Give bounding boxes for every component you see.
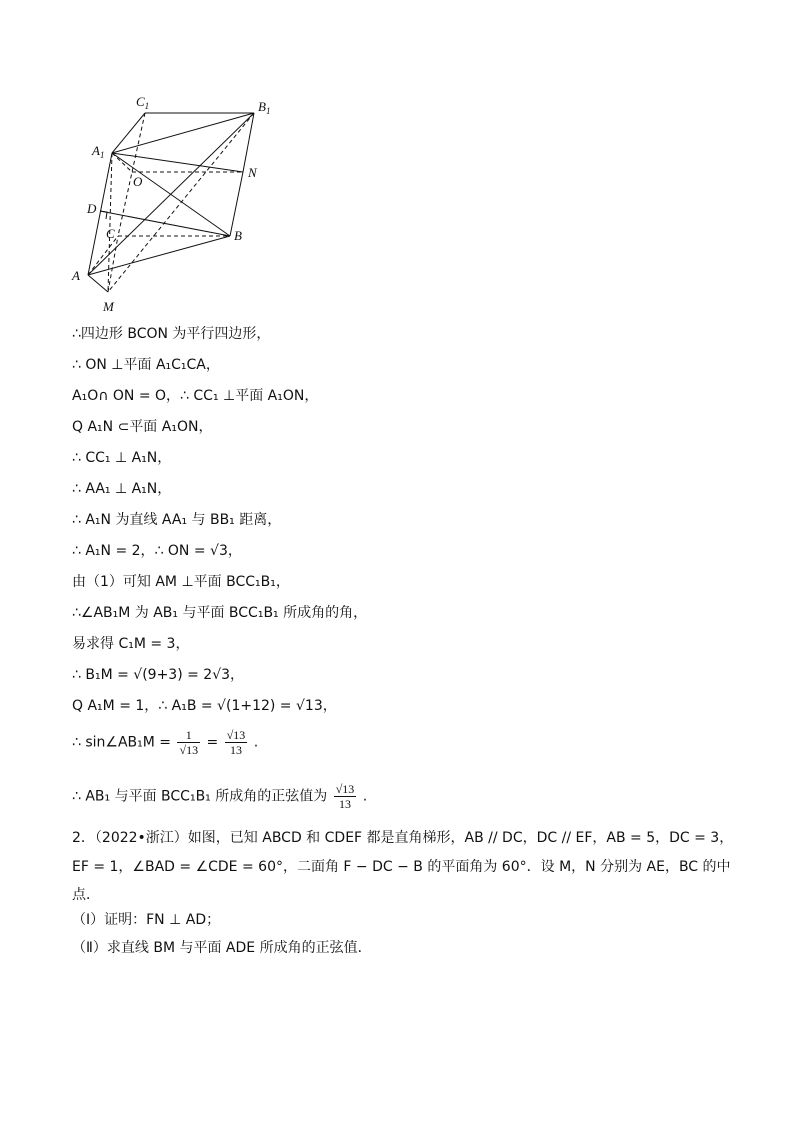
conclusion-numerator: √13 [335,782,355,796]
solution-line-6: ∴ AA₁ ⊥ A₁N， [72,481,172,497]
fraction-1-denominator: √13 [179,743,199,757]
label-C1: $C_1$ [136,94,150,111]
solution-line-1: ∴四边形 BCON 为平行四边形， [72,326,271,342]
edge-N-B [230,172,243,236]
problem-2-part-1: （Ⅰ）证明：FN ⊥ AD； [72,912,221,928]
solution-line-7: ∴ A₁N 为直线 AA₁ 与 BB₁ 距离， [72,512,282,528]
fraction-1-numerator: 1 [177,728,200,743]
edge-A-M [88,275,108,292]
problem-2-line-3: 点． [72,887,100,903]
dash-A-C [88,236,118,275]
fraction-2 [225,728,248,757]
conclusion-denominator: 13 [339,797,351,811]
solution-line-13: Q A₁M = 1，∴ A₁B = √(1+12) = √13， [72,698,337,714]
label-C: C [106,226,115,241]
label-D: D [87,201,97,216]
fraction-2-numerator: √13 [226,728,246,742]
solution-line-2: ∴ ON ⊥平面 A₁C₁CA， [72,357,220,373]
solution-line-8: ∴ A₁N = 2，∴ ON = √3， [72,543,242,559]
solution-line-11: 易求得 C₁M = 3， [72,636,190,652]
solution-line-12: ∴ B₁M = √(9+3) = 2√3， [72,667,245,683]
label-O: O [133,174,143,189]
label-A1: $A_1$ [92,143,105,160]
label-A: A [72,268,80,283]
sin-equation [72,728,258,757]
problem-2-line-1: 2．（2022•浙江）如图，已知 ABCD 和 CDEF 都是直角梯形，AB // DC，DC // EF，AB = 5，DC = 3， [72,830,734,846]
solution-line-5: ∴ CC₁ ⊥ A₁N， [72,450,172,466]
edge-A-B [88,236,230,275]
conclusion-suffix: . [362,788,368,805]
fraction-2-denominator: 13 [230,743,243,757]
solution-line-3: A₁O∩ ON = O，∴ CC₁ ⊥平面 A₁ON， [72,388,319,404]
conclusion-fraction [334,782,357,811]
fraction-1 [177,728,200,757]
label-B: B [234,228,242,243]
solution-line-9: 由（1）可知 AM ⊥平面 BCC₁B₁， [72,574,290,590]
conclusion-prefix: ∴ AB₁ 与平面 BCC₁B₁ 所成角的正弦值为 [72,788,328,805]
dash-B1-M [108,113,254,292]
problem-2-line-2: EF = 1，∠BAD = ∠CDE = 60°，二面角 F − DC − B 的平面角为 60°．设 M，N 分别为 AE，BC 的中 [72,859,731,875]
right-angle-mark [100,211,107,219]
edge-A1-C1 [112,113,145,153]
solution-line-4: Q A₁N ⊂平面 A₁ON， [72,419,213,435]
edge-D-B [100,211,230,236]
sin-prefix: ∴ sin∠AB₁M = [72,734,172,751]
equals-sign: = [206,734,219,751]
problem-2-part-2: （Ⅱ）求直线 BM 与平面 ADE 所成角的正弦值． [72,940,372,956]
label-B1: $B_1$ [258,99,271,116]
edge-A1-N [112,153,243,172]
conclusion-line [72,782,367,811]
label-N: N [248,165,257,180]
label-M: M [103,299,114,314]
edge-A-B1 [88,113,254,275]
geometry-figure [60,92,290,322]
sin-suffix: . [253,734,259,751]
solution-line-10: ∴∠AB₁M 为 AB₁ 与平面 BCC₁B₁ 所成角的角， [72,605,368,621]
edge-A1-B1 [112,113,254,153]
